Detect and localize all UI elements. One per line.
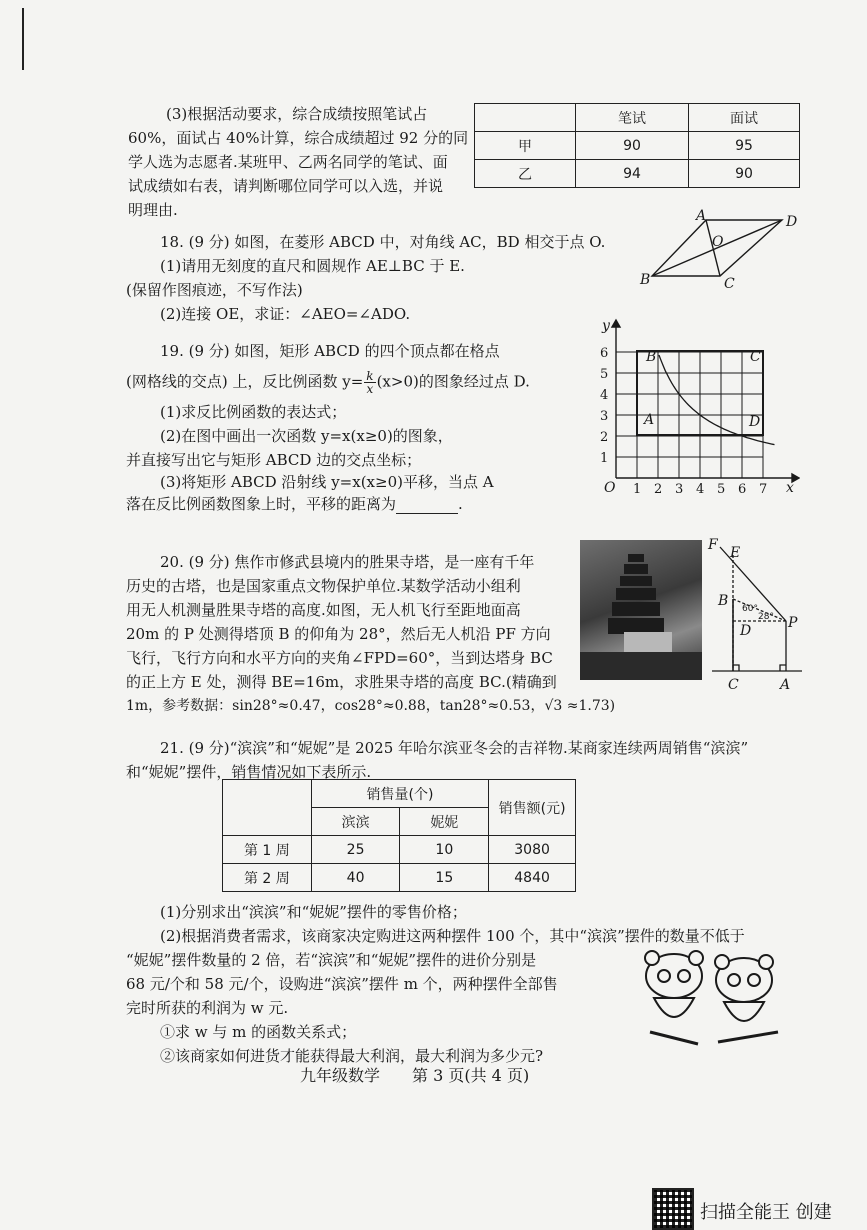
table-cell: 第 1 周 <box>223 836 312 864</box>
q20-line: 20m 的 P 处测得塔顶 B 的仰角为 28°，然后无人机沿 PF 方向 <box>126 625 551 643</box>
grid-lines <box>616 352 763 478</box>
q17-line: 60%，面试占 40%计算，综合成绩超过 92 分的同 <box>128 129 469 147</box>
tower-drone-figure <box>706 535 806 693</box>
q21-line: 和“妮妮”摆件，销售情况如下表所示. <box>126 763 372 781</box>
q17-line: 学人选为志愿者.某班甲、乙两名同学的笔试、面 <box>128 153 448 171</box>
table-row <box>475 160 800 188</box>
y-tick-label: 6 <box>600 346 609 361</box>
q18-line: 18. (9 分) 如图，在菱形 ABCD 中，对角线 AC，BD 相交于点 O. <box>160 233 606 251</box>
point-label-D: D <box>740 623 752 639</box>
x-tick-label: 1 <box>633 482 642 496</box>
table-cell: 90 <box>576 132 689 160</box>
table-header-cell: 妮妮 <box>400 808 489 836</box>
fraction-numerator: k <box>366 369 374 383</box>
table-cell: 10 <box>400 836 489 864</box>
q21-line: “妮妮”摆件数量的 2 倍，若“滨滨”和“妮妮”摆件的进价分别是 <box>126 951 537 969</box>
table-cell: 25 <box>311 836 400 864</box>
q18-line: (保留作图痕迹，不写作法) <box>126 281 303 299</box>
inverse-function-curve <box>659 355 775 445</box>
q19-line: (1)求反比例函数的表达式； <box>160 403 347 421</box>
q21-line: (2)根据消费者需求，该商家决定购进这两种摆件 100 个，其中“滨滨”摆件的数量不低于 <box>160 927 745 945</box>
sales-table <box>222 779 576 892</box>
y-axis-label: y <box>602 318 610 334</box>
table-row <box>223 836 576 864</box>
point-label-D: D <box>749 414 761 430</box>
q21-line: 68 元/个和 58 元/个，设购进“滨滨”摆件 m 个，两种摆件全部售 <box>126 975 558 993</box>
q17-line: 试成绩如右表，请判断哪位同学可以入选，并说 <box>128 177 444 195</box>
table-header-cell: 笔试 <box>576 104 689 132</box>
table-header-cell: 滨滨 <box>311 808 400 836</box>
angle-label-28: 28° <box>758 612 774 622</box>
point-label-B: B <box>640 272 651 288</box>
x-tick-label: 4 <box>696 482 705 496</box>
point-label-A: A <box>780 677 791 693</box>
scanner-watermark: 扫描全能王 创建 <box>700 1202 832 1223</box>
q17-line: (3)根据活动要求，综合成绩按照笔试占 <box>166 105 428 123</box>
y-tick-label: 3 <box>600 409 609 424</box>
coordinate-grid-figure <box>594 318 800 496</box>
angle-label-60: 60° <box>742 604 758 614</box>
table-row <box>223 864 576 892</box>
x-axis-label: x <box>786 480 794 496</box>
table-header-cell: 面试 <box>689 104 800 132</box>
x-tick-label: 5 <box>717 482 726 496</box>
point-label-B: B <box>646 349 657 365</box>
point-label-P: P <box>788 615 798 631</box>
y-tick-label: 5 <box>600 367 609 382</box>
q20-line: 1m，参考数据：sin28°≈0.47，cos28°≈0.88，tan28°≈0.53，√3 ≈1.73) <box>126 698 616 714</box>
margin-mark <box>22 8 24 70</box>
q20-line: 飞行，飞行方向和水平方向的夹角∠FPD=60°，当到达塔身 BC <box>126 649 553 667</box>
y-tick-label: 4 <box>600 388 609 403</box>
page-info: 九年级数学 第 3 页(共 4 页) <box>300 1066 530 1085</box>
q21-line: ②该商家如何进货才能获得最大利润，最大利润为多少元? <box>160 1047 544 1065</box>
q20-line: 20. (9 分) 焦作市修武县境内的胜果寺塔，是一座有千年 <box>160 553 535 571</box>
fraction-denominator: x <box>366 382 374 396</box>
q20-line: 历史的古塔，也是国家重点文物保护单位.某数学活动小组利 <box>126 577 521 595</box>
y-tick-label: 1 <box>600 451 609 466</box>
fraction-k-over-x <box>364 370 375 395</box>
q19-line: (2)在图中画出一次函数 y=x(x≥0)的图象， <box>160 427 453 445</box>
q19-line: 并直接写出它与矩形 ABCD 边的交点坐标； <box>126 451 422 469</box>
table-row <box>475 132 800 160</box>
answer-blank <box>396 499 458 514</box>
table-cell: 94 <box>576 160 689 188</box>
q21-line: 完时所获的利润为 w 元. <box>126 999 289 1017</box>
q19-text: (x>0)的图象经过点 D. <box>376 372 530 391</box>
origin-label: O <box>604 480 616 496</box>
q20-line: 用无人机测量胜果寺塔的高度.如图，无人机飞行至距地面高 <box>126 601 521 619</box>
q19-line <box>126 370 530 395</box>
pagoda-photo <box>580 540 702 680</box>
table-corner-cell <box>223 780 312 836</box>
point-label-A: A <box>696 208 707 224</box>
point-label-F: F <box>708 537 718 553</box>
rhombus-figure <box>636 208 806 292</box>
q19-line: (3)将矩形 ABCD 沿射线 y=x(x≥0)平移，当点 A <box>160 473 494 491</box>
table-header-cell: 销售额(元) <box>489 780 576 836</box>
q21-line: (1)分别求出“滨滨”和“妮妮”摆件的零售价格； <box>160 903 467 921</box>
q19-text: (网格线的交点) 上，反比例函数 y= <box>126 372 364 391</box>
x-tick-label: 3 <box>675 482 684 496</box>
point-label-A: A <box>644 412 655 428</box>
table-cell: 90 <box>689 160 800 188</box>
point-label-D: D <box>786 214 798 230</box>
q18-line: (2)连接 OE，求证：∠AEO=∠ADO. <box>160 305 411 323</box>
table-cell: 3080 <box>489 836 576 864</box>
point-label-B: B <box>718 593 729 609</box>
table-cell: 4840 <box>489 864 576 892</box>
point-label-E: E <box>730 545 741 561</box>
y-tick-label: 2 <box>600 430 609 445</box>
x-tick-label: 7 <box>759 482 768 496</box>
pagoda-silhouette-icon <box>580 540 702 680</box>
q19-line: 19. (9 分) 如图，矩形 ABCD 的四个顶点都在格点 <box>160 342 500 360</box>
x-tick-label: 2 <box>654 482 663 496</box>
q21-line: ①求 w 与 m 的函数关系式； <box>160 1023 357 1041</box>
point-label-C: C <box>750 349 761 365</box>
q17-line: 明理由. <box>128 201 178 219</box>
qr-code-icon <box>652 1188 694 1230</box>
table-cell: 第 2 周 <box>223 864 312 892</box>
table-cell: 95 <box>689 132 800 160</box>
q18-line: (1)请用无刻度的直尺和圆规作 AE⊥BC 于 E. <box>160 257 465 275</box>
table-cell: 甲 <box>475 132 576 160</box>
q20-line: 的正上方 E 处，测得 BE=16m，求胜果寺塔的高度 BC.(精确到 <box>126 673 557 691</box>
point-label-C: C <box>728 677 739 693</box>
table-cell: 40 <box>311 864 400 892</box>
table-header-cell: 销售量(个) <box>311 780 488 808</box>
q19-line <box>126 494 463 514</box>
table-cell: 乙 <box>475 160 576 188</box>
q17-score-table <box>474 103 800 188</box>
point-label-O: O <box>712 234 724 250</box>
q19-text: 落在反比例函数图象上时，平移的距离为 <box>126 495 397 513</box>
table-header-cell <box>475 104 576 132</box>
mascots-illustration <box>632 946 792 1056</box>
q21-line: 21. (9 分)“滨滨”和“妮妮”是 2025 年哈尔滨亚冬会的吉祥物.某商家连续两周销售“滨滨” <box>160 739 749 757</box>
table-cell: 15 <box>400 864 489 892</box>
q19-text: . <box>458 495 463 513</box>
point-label-C: C <box>724 276 735 292</box>
y-axis-arrow-icon <box>612 320 620 327</box>
x-tick-label: 6 <box>738 482 747 496</box>
